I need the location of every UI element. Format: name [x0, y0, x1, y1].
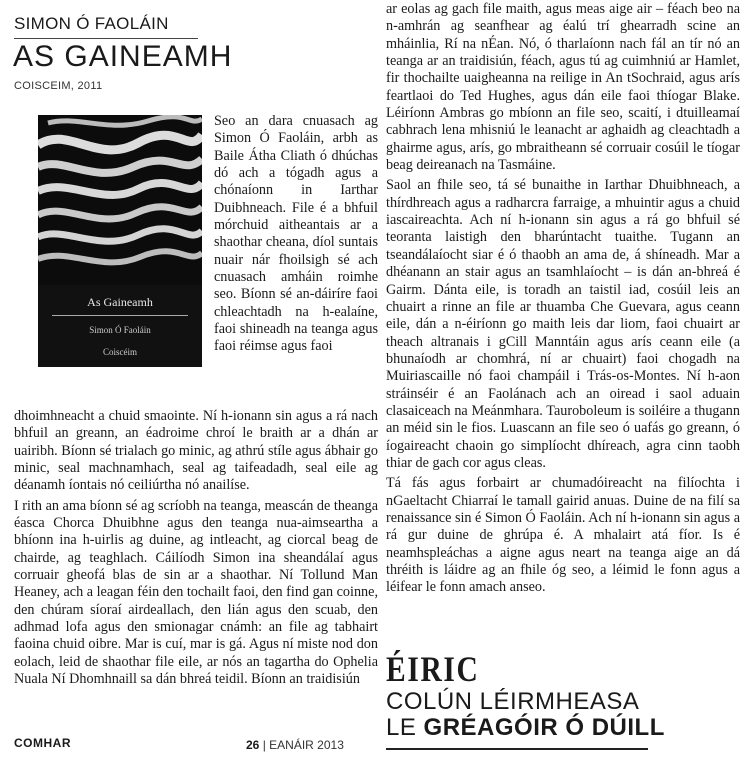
paragraph: ar eolas ag gach file maith, agus meas aige air – féach beo na n-amhrán ag seanfhear ag éalú trí ghearradh scine an mháinlia, Rí na nÉan. Nó, ó tharlaíonn nach fál an tír nó an teanga ar an traidisiún, féach, agus tú ag cuimhniú ar Hamlet, fir thochailte uaigheanna na reilige in An tSochraid, agus arís feartlaoi do Ted Hughes, agus dán eile faoi thíogar Blake. Léiríonn Ambras go mbíonn an file seo, scaití, i dtuilleamaí cabhrach lena mhisniú le leanacht ar aghaidh ag cleachtadh a ghairme agus, arís, go mbraitheann sé corruair cosúil le tíogar beag deireanach na Tasmáine.	[386, 1, 740, 174]
paragraph: I rith an ama bíonn sé ag scríobh na teanga, meascán de theanga éasca Chorca Dhuibhne agus den teanga nua-aimseartha a bhíonn ina h-uirlis ag duine, ag intleacht, ag ciorcal beag de chairde, ag teaghlach. Cáilíodh Simon ina sheandálaí agus corruair gheofá blas de sin ar a shaothar. Ní Tollund Man Heaney, ach a leagan féin den tochailt faoi, den find gan coinne, den chúram síoraí airdeallach, den lián agus den scuab, den adhmad lofa agus den smionagar cnámh: an file ag tabhairt faoina chuid oibre. Mar is cuí, mar is gá. Agus ní miste nod don eolach, leid de shaothar file eile, ar nós an tagartha do Ophelia Nuala Ní Dhomhnaill sa dán bhreá teidil. Bíonn an traidisiún	[14, 497, 378, 688]
issue-date: | EANÁIR 2013	[262, 738, 344, 752]
byline-prefix: LE	[386, 714, 417, 741]
book-cover-image	[38, 115, 202, 367]
column-two	[386, 1, 740, 600]
column-one	[14, 408, 378, 692]
cover-author: Simon Ó Faoláin	[89, 325, 151, 335]
byline-name: GRÉAGÓIR Ó DÚILL	[423, 714, 665, 741]
sand-ripples-photo	[38, 115, 202, 285]
title-divider	[14, 38, 198, 39]
paragraph: Tá fás agus forbairt ar chumadóireacht na filíochta i nGaeltacht Chiarraí le tamall gairid anuas. Duine de na filí sa renaissance sin é Simon Ó Faoláin. Ach ní h-ionann sin agus a rá gur duine de ghrúpa é. A mhalairt atá fíor. Is é neamhspleáchas a aigne agus neart na teanga aige an dá thréith is láidre ag an fhile óg seo, a léimid le fonn agus a léifear le fonn amach anseo.	[386, 475, 740, 596]
magazine-logo: COMHAR	[14, 736, 71, 750]
cover-divider	[52, 315, 188, 316]
section-subheading: COLÚN LÉIRMHEASA	[386, 688, 640, 715]
paragraph: Seo an dara cnuasach ag Simon Ó Faoláin, arbh as Baile Átha Cliath ó dhúchas dó ach a tógadh agus a chónaíonn in Iarthar Duibhneach. File é a bhfuil mórchuid aitheantais ar a shaothar cheana, díol suntais nuair nár fhoilsigh sé ach cnuasach amháin roimhe seo. Bíonn sé an-dáiríre faoi chleachtadh na h-ealaíne, faoi shineadh na teanga agus faoi réimse agus faoi	[214, 113, 378, 355]
publisher-year: COISCEIM, 2011	[14, 80, 103, 92]
section-heading: ÉIRIC	[386, 649, 480, 689]
review-title: AS GAINEAMH	[13, 40, 233, 73]
byline-underline	[386, 748, 648, 750]
cover-publisher: Coiscéim	[103, 347, 137, 357]
page-number: 26	[246, 738, 260, 752]
cover-title: As Gaineamh	[87, 295, 153, 309]
byline	[386, 714, 665, 742]
paragraph: Saol an fhile seo, tá sé bunaithe in Iarthar Dhuibhneach, a thírdhreach agus a radharcra farraige, a mhuintir agus a chuid iascaireachta. Ach ní h-ionann sin agus a rá go bhfuil sé teoranta laistigh den bharúntacht tuaithe. Tugann an tseandálaíocht siar é ó thaobh an ama de, á shíneadh. Mar a dhéanann an stair agus an tsamhlaíocht – is dán an-bhreá é Gairm. Dánta eile, is toradh an taistil iad, cosúil leis an chuairt a rinne an file ar thuamba Che Guevara, agus ceann eile, dán a n-éiríonn go maith leis dar liom, faoi chuairt ar theach altranais i gCill Manntáin agus arís ceann eile (a bhunaíodh ar chomhrá, ní ar chuairt) faoi chogadh na Muiriascaille nó faoi champáil i Trás-os-Montes. Ní h-aon stráinséir é an Faolánach ach an oiread i saol aduain clasaiceach na Meánmhara. Tauroboleum is soiléire a thugann an méid sin le fios. Luascann an file seo ó uafás go greann, ó íogaireacht chaoin go simplíocht dhíreach, agra cinn taobh thiar de gach cor agus cleas.	[386, 177, 740, 471]
paragraph: dhoimhneacht a chuid smaointe. Ní h-ionann sin agus a rá nach bhfuil an greann, an éadroime chroí le braith ar a dhán ar uairibh. Bíonn sé trialach go minic, ag athrú stíle agus ábhair go minic, seal machnamhach, seal ag taifeadadh, seal eile ag déanamh íontais nó ceiliúrtha nó anailíse.	[14, 408, 378, 494]
review-author: SIMON Ó FAOLÁIN	[14, 14, 169, 33]
page-footer	[246, 738, 344, 752]
column-one-wrap	[214, 113, 378, 359]
